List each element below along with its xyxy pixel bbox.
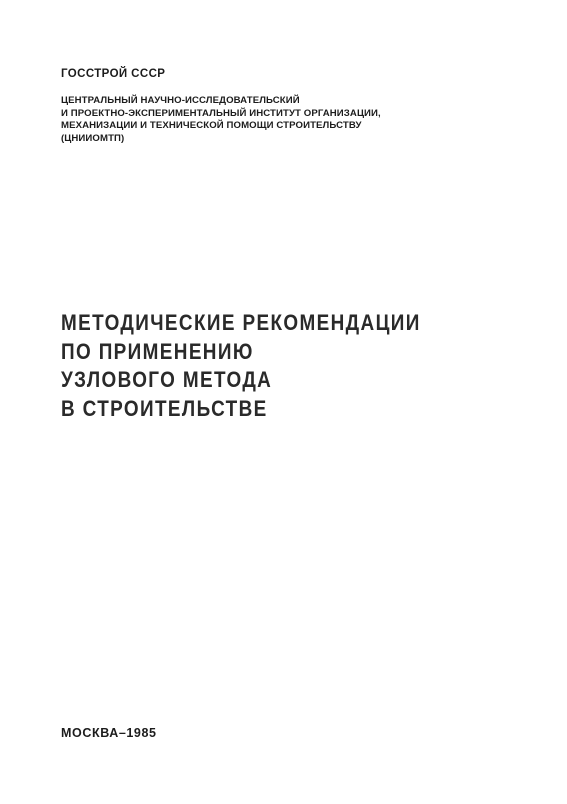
title-line: ПО ПРИМЕНЕНИЮ	[61, 338, 254, 364]
institute-name	[61, 95, 521, 145]
title-line: УЗЛОВОГО МЕТОДА	[61, 367, 273, 392]
institute-line: ЦЕНТРАЛЬНЫЙ НАУЧНО-ИССЛЕДОВАТЕЛЬСКИЙ	[61, 95, 300, 106]
institute-line: И ПРОЕКТНО-ЭКСПЕРИМЕНТАЛЬНЫЙ ИНСТИТУТ ОРГАНИЗАЦИИ,	[61, 107, 381, 119]
institute-line: МЕХАНИЗАЦИИ И ТЕХНИЧЕСКОЙ ПОМОЩИ СТРОИТЕЛЬСТВУ	[61, 120, 362, 132]
title-line: В СТРОИТЕЛЬСТВЕ	[61, 395, 268, 421]
institute-abbreviation: (ЦНИИОМТП)	[61, 132, 125, 144]
agency-name: ГОССТРОЙ СССР	[61, 68, 166, 80]
title-line: МЕТОДИЧЕСКИЕ РЕКОМЕНДАЦИИ	[61, 310, 421, 335]
document-title	[61, 309, 541, 423]
publication-city-year: МОСКВА–1985	[61, 726, 157, 740]
